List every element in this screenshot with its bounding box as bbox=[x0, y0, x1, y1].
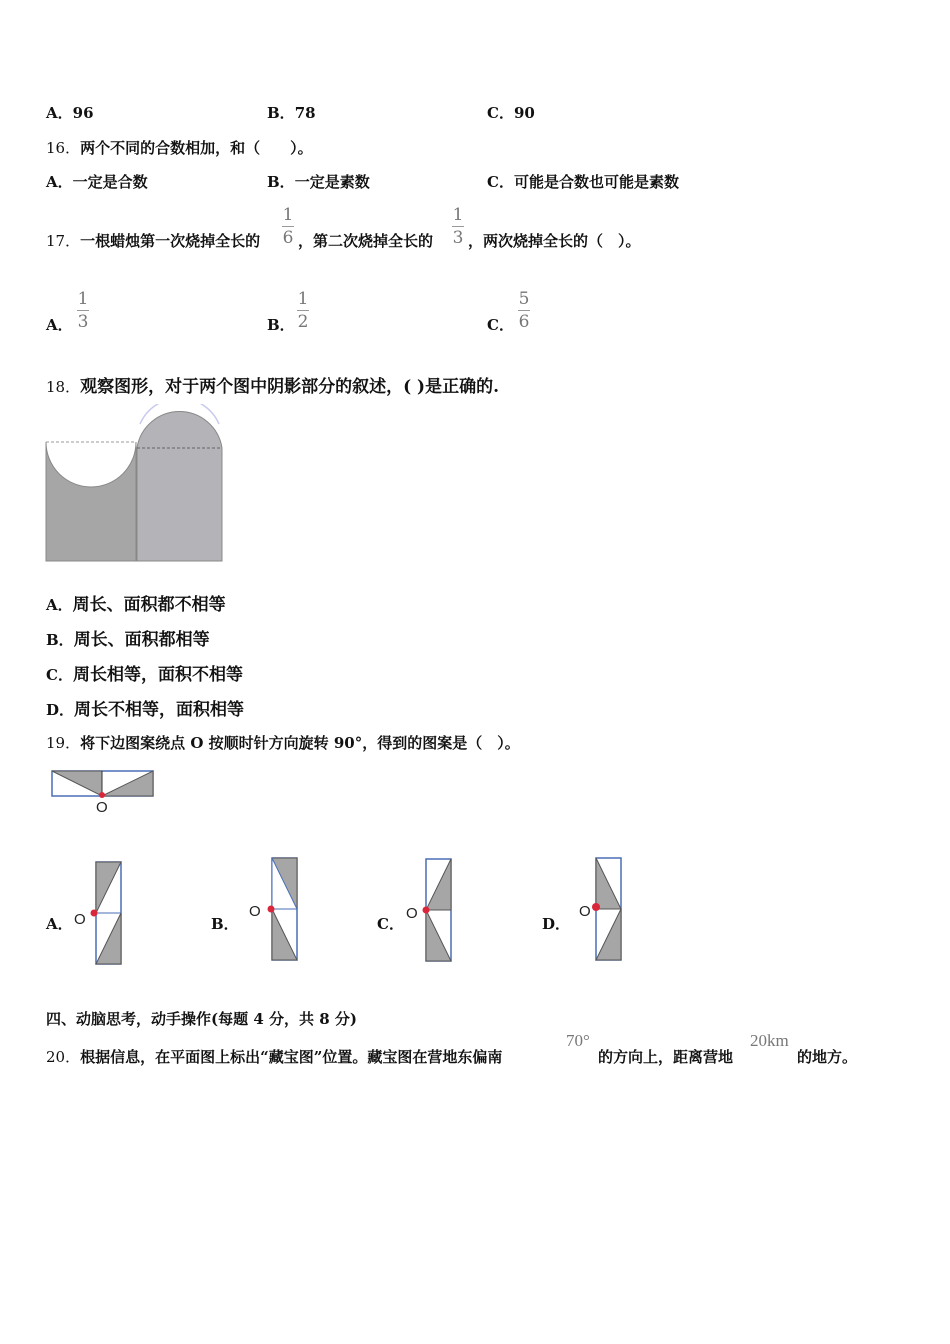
option-letter: B． bbox=[267, 104, 295, 122]
q17-option-a-fraction bbox=[77, 289, 89, 332]
fraction-bar bbox=[77, 310, 89, 311]
q19-option-c-letter: C． bbox=[377, 915, 404, 933]
point-o-label: O bbox=[249, 903, 261, 920]
section-4-title: 四、动脑思考，动手操作(每题 4 分，共 8 分) bbox=[46, 1010, 357, 1028]
q17-option-b-fraction bbox=[297, 289, 309, 332]
point-o-label: O bbox=[579, 903, 591, 920]
option-text: 96 bbox=[72, 104, 94, 122]
q19-stem bbox=[46, 732, 520, 753]
option-text: 周长不相等，面积相等 bbox=[74, 700, 245, 720]
option-letter: B． bbox=[267, 173, 295, 191]
fraction-bar bbox=[518, 310, 530, 311]
option-text: 可能是合数也可能是素数 bbox=[513, 173, 679, 191]
q18-stem bbox=[46, 372, 499, 397]
q17-option-c-letter: C． bbox=[487, 316, 514, 334]
q19-original-pattern bbox=[50, 768, 158, 816]
rotation-point-dot bbox=[423, 907, 430, 914]
point-o-label: O bbox=[96, 799, 108, 816]
option-text: 一定是合数 bbox=[72, 173, 148, 191]
rotation-point-dot bbox=[91, 910, 98, 917]
q20-distance: 20km bbox=[750, 1031, 789, 1050]
q17-option-a-letter: A． bbox=[46, 316, 73, 334]
q16-stem bbox=[46, 137, 313, 158]
q17-stem-middle: ，第二次烧掉全长的 bbox=[298, 232, 434, 250]
q19-option-b-figure bbox=[244, 854, 304, 964]
question-number: 20． bbox=[46, 1048, 81, 1066]
q19-option-d-letter: D． bbox=[542, 915, 571, 933]
q20-stem bbox=[46, 1046, 502, 1067]
q18-figure bbox=[44, 404, 226, 564]
q16-option-b bbox=[267, 171, 370, 192]
q18-option-b bbox=[46, 625, 210, 650]
question-text: 根据信息，在平面图上标出“藏宝图”位置。藏宝图在营地东偏南 bbox=[80, 1048, 503, 1066]
question-text: 观察图形，对于两个图中阴影部分的叙述，( )是正确的. bbox=[80, 377, 500, 397]
question-number: 17． bbox=[46, 232, 81, 250]
denominator: 6 bbox=[282, 228, 294, 248]
option-text: 一定是素数 bbox=[294, 173, 370, 191]
option-letter: A． bbox=[46, 173, 73, 191]
q19-option-a-letter: A． bbox=[46, 915, 73, 933]
q17-stem-end: ，两次烧掉全长的（ ）。 bbox=[468, 232, 641, 250]
q19-option-c-figure bbox=[402, 854, 458, 966]
fraction-one-sixth bbox=[282, 205, 294, 248]
option-text: 周长、面积都不相等 bbox=[72, 595, 226, 615]
q19-option-d-figure bbox=[574, 854, 630, 966]
numerator: 1 bbox=[282, 205, 294, 225]
q17-option-c-fraction bbox=[518, 289, 530, 332]
q15-option-b bbox=[267, 102, 316, 123]
numerator: 1 bbox=[297, 289, 309, 309]
option-text: 周长、面积都相等 bbox=[73, 630, 210, 650]
denominator: 3 bbox=[77, 312, 89, 332]
denominator: 6 bbox=[518, 312, 530, 332]
q16-option-c bbox=[487, 171, 679, 192]
rotation-point-dot bbox=[592, 903, 600, 911]
option-letter: C． bbox=[46, 666, 73, 684]
option-letter: A． bbox=[46, 596, 73, 614]
option-text: 78 bbox=[294, 104, 316, 122]
right-shaded-shape bbox=[137, 412, 222, 561]
numerator: 5 bbox=[518, 289, 530, 309]
option-letter: D． bbox=[46, 701, 75, 719]
option-text: 周长相等，面积不相等 bbox=[72, 665, 243, 685]
point-o-label: O bbox=[74, 911, 86, 928]
fraction-one-third bbox=[452, 205, 464, 248]
q20-stem-middle: 的方向上，距离营地 bbox=[598, 1048, 734, 1066]
q15-option-c bbox=[487, 102, 535, 123]
q18-option-c bbox=[46, 660, 243, 685]
q19-option-b-letter: B． bbox=[211, 915, 239, 933]
denominator: 2 bbox=[297, 312, 309, 332]
option-letter: C． bbox=[487, 104, 514, 122]
rotation-point-dot bbox=[268, 906, 275, 913]
option-letter: C． bbox=[487, 173, 514, 191]
question-text: 两个不同的合数相加，和（ ）。 bbox=[80, 139, 313, 157]
point-o-label: O bbox=[406, 905, 418, 922]
q16-option-a bbox=[46, 171, 148, 192]
numerator: 1 bbox=[452, 205, 464, 225]
q17-option-b-letter: B． bbox=[267, 316, 295, 334]
numerator: 1 bbox=[77, 289, 89, 309]
question-text: 一根蜡烛第一次烧掉全长的 bbox=[80, 232, 261, 250]
rotation-point-dot bbox=[99, 792, 105, 798]
left-shaded-shape bbox=[46, 442, 136, 561]
q20-stem-end: 的地方。 bbox=[797, 1048, 858, 1066]
q18-option-d bbox=[46, 695, 244, 720]
question-number: 18． bbox=[46, 378, 81, 396]
fraction-bar bbox=[297, 310, 309, 311]
option-text: 90 bbox=[513, 104, 535, 122]
fraction-bar bbox=[452, 226, 464, 227]
option-letter: B． bbox=[46, 631, 74, 649]
fraction-bar bbox=[282, 226, 294, 227]
question-number: 19． bbox=[46, 734, 81, 752]
q18-option-a bbox=[46, 590, 226, 615]
question-text: 将下边图案绕点 O 按顺时针方向旋转 90°，得到的图案是（ ）。 bbox=[80, 734, 520, 752]
q19-option-a-figure bbox=[70, 858, 126, 968]
option-letter: A． bbox=[46, 104, 73, 122]
q17-stem bbox=[46, 230, 260, 251]
question-number: 16． bbox=[46, 139, 81, 157]
q15-option-a bbox=[46, 102, 94, 123]
denominator: 3 bbox=[452, 228, 464, 248]
q20-angle: 70° bbox=[566, 1031, 590, 1050]
